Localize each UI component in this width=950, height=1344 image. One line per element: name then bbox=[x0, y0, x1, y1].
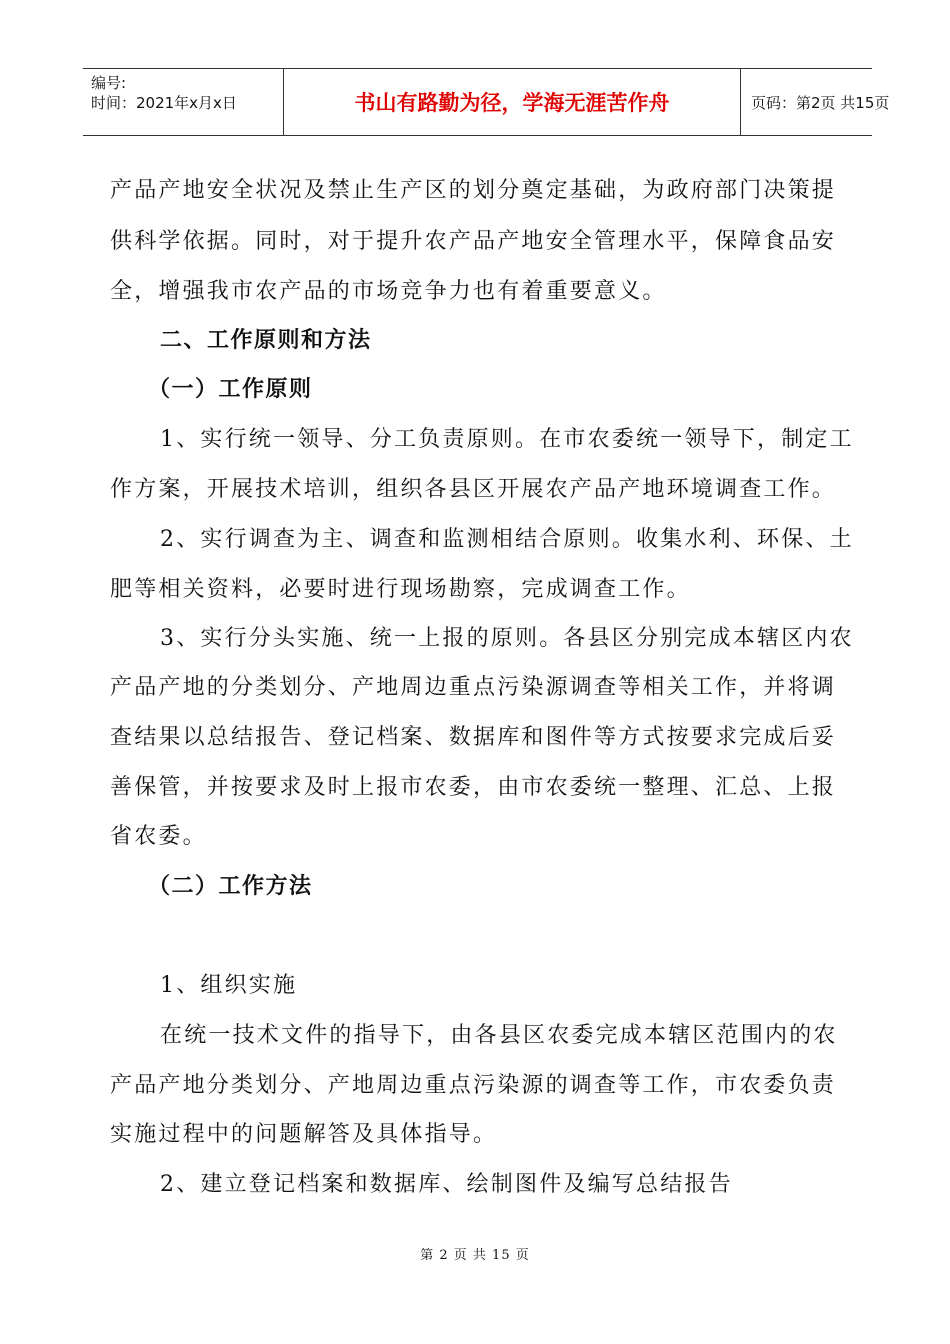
subsection-heading: （二）工作方法 bbox=[148, 874, 313, 899]
time-label: 时间：2021年x月x日 bbox=[91, 94, 237, 112]
header-meta bbox=[83, 69, 283, 135]
body-line: 查结果以总结报告、登记档案、数据库和图件等方式按要求完成后妥 bbox=[110, 725, 837, 750]
item-heading: 1、组织实施 bbox=[160, 973, 298, 998]
body-line: 产品产地分类划分、产地周边重点污染源的调查等工作，市农委负责 bbox=[110, 1073, 837, 1098]
body-line: 全，增强我市农产品的市场竞争力也有着重要意义。 bbox=[110, 279, 667, 304]
body-line: 3、实行分头实施、统一上报的原则。各县区分别完成本辖区内农 bbox=[160, 626, 854, 651]
page-footer: 第 2 页 共 15 页 bbox=[420, 1248, 530, 1263]
header-motto: 书山有路勤为径，学海无涯苦作舟 bbox=[283, 69, 741, 135]
body-line: 在统一技术文件的指导下，由各县区农委完成本辖区范围内的农 bbox=[160, 1023, 838, 1048]
section-heading: 二、工作原则和方法 bbox=[160, 328, 372, 353]
body-line: 善保管，并按要求及时上报市农委，由市农委统一整理、汇总、上报 bbox=[110, 775, 837, 800]
code-label: 编号: bbox=[91, 74, 127, 92]
header-page-info: 页码：第2页 共15页 bbox=[751, 93, 890, 112]
subsection-heading: （一）工作原则 bbox=[148, 377, 313, 402]
page-header bbox=[83, 68, 890, 136]
body-line: 1、实行统一领导、分工负责原则。在市农委统一领导下，制定工 bbox=[160, 427, 854, 452]
body-line: 肥等相关资料，必要时进行现场勘察，完成调查工作。 bbox=[110, 577, 691, 602]
body-line: 实施过程中的问题解答及具体指导。 bbox=[110, 1122, 498, 1147]
item-heading: 2、建立登记档案和数据库、绘制图件及编写总结报告 bbox=[160, 1172, 733, 1197]
body-line: 产品产地的分类划分、产地周边重点污染源调查等相关工作，并将调 bbox=[110, 675, 837, 700]
body-line: 供科学依据。同时，对于提升农产品产地安全管理水平，保障食品安 bbox=[110, 229, 837, 254]
body-line: 产品产地安全状况及禁止生产区的划分奠定基础，为政府部门决策提 bbox=[110, 178, 837, 203]
body-line: 作方案，开展技术培训，组织各县区开展农产品产地环境调查工作。 bbox=[110, 477, 837, 502]
body-line: 2、实行调查为主、调查和监测相结合原则。收集水利、环保、土 bbox=[160, 527, 854, 552]
body-line: 省农委。 bbox=[110, 824, 207, 849]
